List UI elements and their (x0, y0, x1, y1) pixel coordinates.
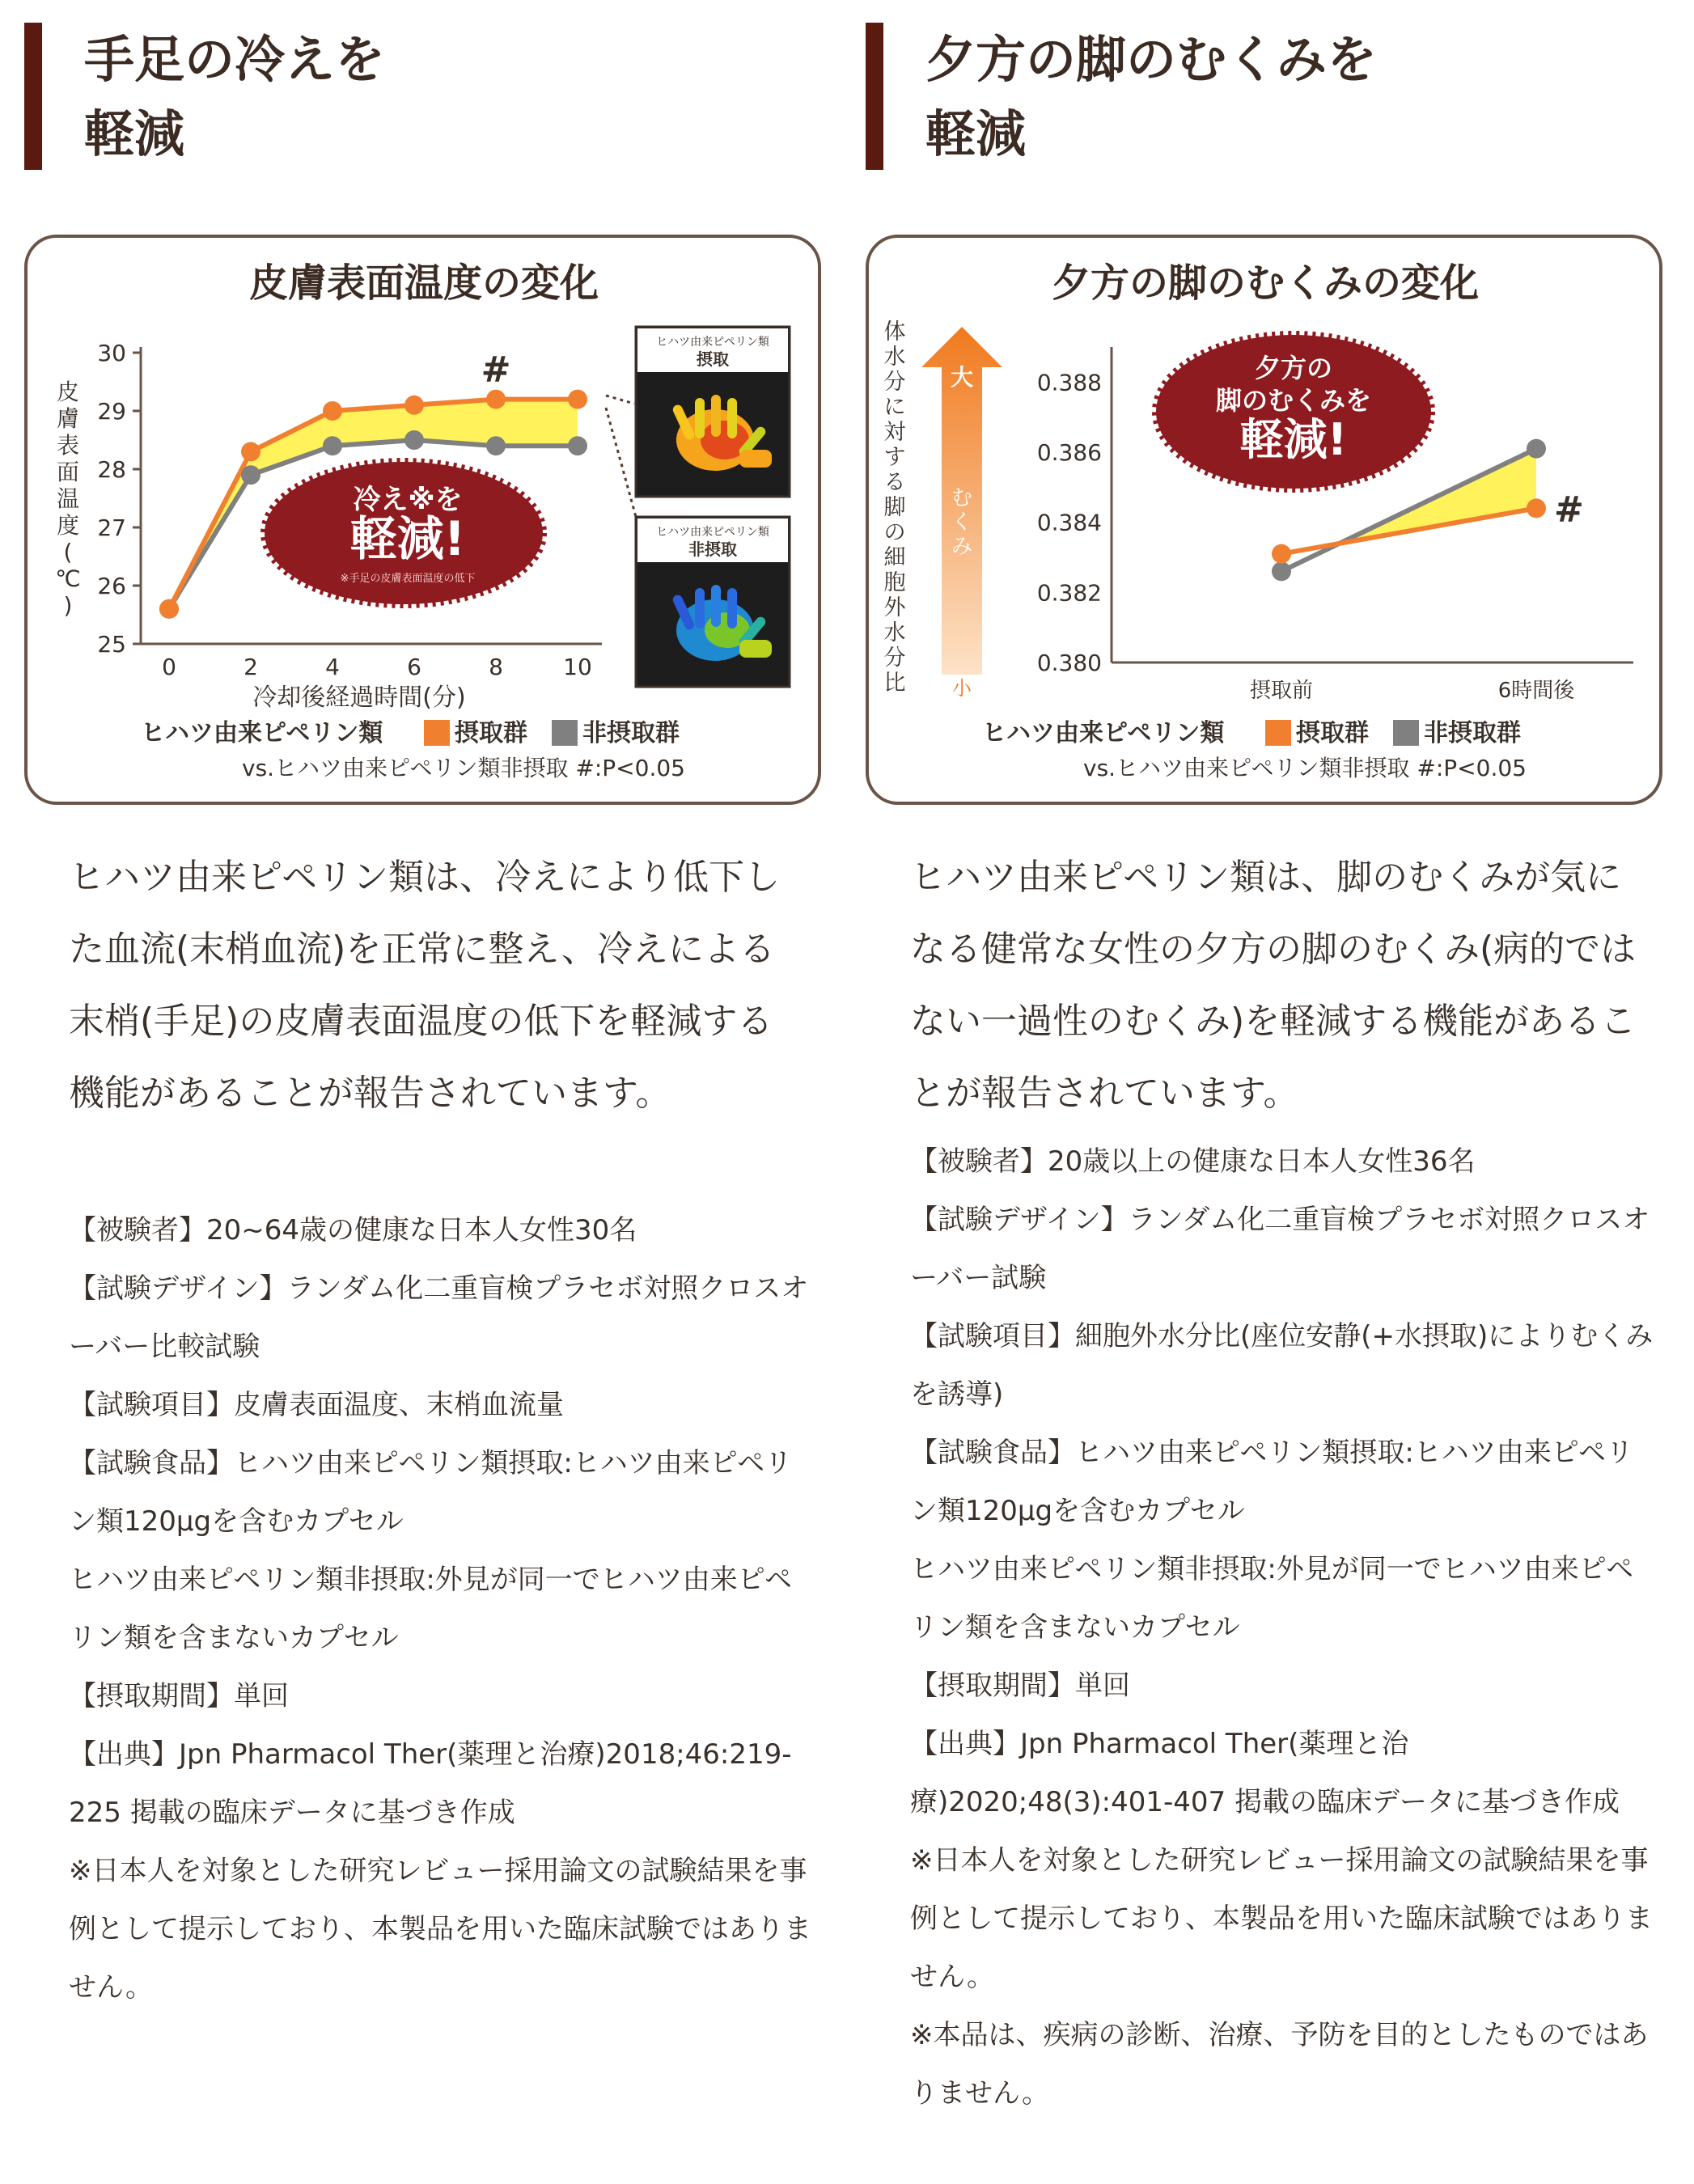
x-axis-label: 冷却後経過時間(分) (252, 684, 466, 712)
y-axis-label-char: る (883, 470, 906, 495)
reduction-badge (265, 462, 543, 604)
y-tick-label: 0.388 (1036, 369, 1102, 396)
right-details (910, 1132, 1658, 2123)
x-tick-label: 4 (325, 654, 340, 680)
y-axis-label-char: 温 (56, 485, 80, 512)
badge-line1: 夕方の (1254, 353, 1333, 383)
intake-point (486, 390, 506, 409)
y-axis-label-char: の (883, 520, 906, 545)
intake-point (159, 599, 179, 619)
detail-subjects: 【被験者】20歳以上の健康な日本人女性36名 (910, 1145, 1476, 1178)
right-chart-card (866, 235, 1662, 805)
y-tick-label: 30 (97, 340, 126, 366)
x-tick-label: 摂取前 (1249, 679, 1314, 703)
y-axis-label-char: 細 (883, 545, 906, 570)
arrow-middle-label (951, 486, 972, 559)
chart-title: 皮膚表面温度の変化 (248, 260, 599, 306)
y-axis-label-char: ) (63, 592, 73, 619)
right-description: ヒハツ由来ピペリン類は、脚のむくみが気になる健常な女性の夕方の脚のむくみ(病的ではない一過性のむくみ)を軽減する機能があることが報告されています。 (910, 857, 1637, 1114)
y-tick-label: 0.384 (1036, 509, 1102, 536)
legend-intake-swatch (424, 720, 450, 746)
y-tick-label: 26 (97, 573, 126, 599)
y-axis-label-char: 表 (56, 432, 80, 459)
arrow-middle-char: み (951, 535, 973, 559)
detail-period: 【摂取期間】単回 (910, 1670, 1130, 1702)
detail-placebo: ヒハツ由来ピペリン類非摂取:外見が同一でヒハツ由来ピペリン類を含まないカプセル (910, 1553, 1634, 1644)
arrow-top-label: 大 (950, 364, 974, 391)
legend-label: ヒハツ由来ピペリン類 (982, 719, 1225, 747)
intake-point (1272, 544, 1291, 564)
y-axis-label-char: 胞 (883, 570, 906, 595)
detail-items: 【試験項目】細胞外水分比(座位安静(+水摂取)によりむくみを誘導) (910, 1320, 1654, 1411)
significance-mark: # (1554, 489, 1584, 531)
y-axis-label-char: 脚 (883, 495, 906, 520)
detail-source: 【出典】Jpn Pharmacol Ther(薬理と治療)2020;48(3):401-407 掲載の臨床データに基づき作成 (910, 1728, 1620, 1818)
thermo-intake-label: ヒハツ由来ピペリン類 (656, 336, 769, 349)
detail-subjects: 【被験者】20~64歳の健康な日本人女性30名 (69, 1214, 637, 1246)
footnote: vs.ヒハツ由来ピペリン類非摂取 #:P<0.05 (1083, 755, 1527, 781)
y-tick-label: 29 (97, 398, 126, 425)
legend-intake-swatch (1265, 720, 1291, 746)
left-heading-line1: 手足の冷えを (84, 30, 386, 89)
y-axis-label-char: ℃ (55, 565, 81, 592)
intake-point (1527, 498, 1546, 518)
badge-line3: 軽減! (1239, 414, 1348, 465)
legend-non-intake: 非摂取群 (582, 719, 680, 747)
x-tick-label: 6 (407, 654, 421, 680)
non-intake-point (404, 430, 424, 450)
x-tick-label: 0 (162, 654, 176, 680)
badge-line1: 冷え※を (353, 484, 463, 516)
skin-temperature-chart (28, 238, 818, 802)
significance-mark: # (481, 349, 511, 391)
intake-point (241, 442, 260, 461)
non-intake-point (323, 436, 342, 455)
x-tick-label: 10 (563, 654, 592, 680)
y-axis-label-char: 体 (883, 320, 906, 345)
detail-note: ※日本人を対象とした研究レビュー採用論文の試験結果を事例として提示しており、本製品を用いた臨床試験ではありません。 (910, 1844, 1653, 1993)
right-heading-line2: 軽減 (925, 104, 1027, 163)
y-tick-label: 27 (97, 514, 126, 541)
y-tick-label: 28 (97, 456, 126, 483)
y-tick-label: 0.380 (1036, 650, 1102, 676)
non-intake-point (1527, 439, 1546, 459)
detail-items: 【試験項目】皮膚表面温度、末梢血流量 (69, 1389, 564, 1421)
intake-point (568, 390, 587, 409)
badge-note: ※手足の皮膚表面温度の低下 (340, 573, 476, 585)
y-axis-label-char: に (883, 395, 906, 420)
legend (982, 719, 1521, 747)
legend-non-intake-swatch (1393, 720, 1419, 746)
x-tick-label: 2 (244, 654, 258, 680)
y-axis-label-char: 皮 (56, 379, 80, 405)
detail-design: 【試験デザイン】ランダム化二重盲検プラセボ対照クロスオーバー試験 (910, 1204, 1650, 1294)
swelling-arrow (921, 327, 1002, 700)
left-heading-line2: 軽減 (84, 104, 185, 163)
chart-title: 夕方の脚のむくみの変化 (1051, 260, 1480, 306)
thermo-intake-panel (606, 327, 790, 497)
arrow-middle-char: む (951, 486, 973, 510)
arrow-middle-char: く (951, 510, 973, 535)
badge-line2: 軽減! (349, 511, 466, 566)
y-axis-label-char: 膚 (56, 405, 80, 432)
legend (141, 719, 680, 747)
x-tick-label: 8 (489, 654, 503, 680)
y-axis-label-char: 水 (883, 345, 906, 370)
y-axis-label-char: ( (63, 539, 73, 565)
y-axis-label-char: 比 (883, 671, 906, 696)
y-tick-label: 0.382 (1036, 579, 1102, 607)
reduction-badge (1156, 335, 1431, 489)
legend-intake: 摂取群 (1296, 719, 1369, 747)
right-heading (866, 23, 1658, 170)
detail-placebo: ヒハツ由来ピペリン類非摂取:外見が同一でヒハツ由来ピペリン類を含まないカプセル (69, 1564, 793, 1654)
legend-non-intake-swatch (552, 720, 578, 746)
left-heading (24, 23, 817, 170)
y-axis-label-char: す (883, 445, 906, 470)
detail-design: 【試験デザイン】ランダム化二重盲検プラセボ対照クロスオーバー比較試験 (69, 1272, 809, 1363)
non-intake-point (241, 465, 260, 485)
y-axis-label (884, 320, 907, 696)
legend-intake: 摂取群 (455, 719, 527, 747)
non-intake-point (486, 436, 506, 455)
badge-line2: 脚のむくみを (1215, 385, 1372, 416)
intake-point (323, 401, 342, 421)
thermo-intake-sub: 摂取 (697, 349, 729, 369)
y-axis-label-char: 度 (56, 512, 80, 539)
detail-source: 【出典】Jpn Pharmacol Ther(薬理と治療)2018;46:219-225 掲載の臨床データに基づき作成 (69, 1738, 792, 1829)
detail-food: 【試験食品】ヒハツ由来ピペリン類摂取:ヒハツ由来ピペリン類120μgを含むカプセル (910, 1437, 1634, 1527)
y-axis-label-char: 外 (883, 595, 906, 620)
arrow-bottom-label: 小 (952, 677, 972, 700)
x-tick-label: 6時間後 (1497, 679, 1575, 703)
intake-point (404, 396, 424, 415)
leg-swelling-chart (869, 238, 1659, 802)
detail-disclaimer: ※本品は、疾病の診断、治療、予防を目的としたものではありません。 (910, 2019, 1649, 2110)
y-axis-label-char: 面 (56, 459, 80, 485)
y-axis-label-char: 対 (883, 420, 906, 445)
detail-food: 【試験食品】ヒハツ由来ピペリン類摂取:ヒハツ由来ピペリン類120μgを含むカプセル (69, 1447, 793, 1538)
non-intake-point (1272, 561, 1291, 581)
left-details (69, 1201, 817, 2017)
y-axis-label (55, 379, 80, 619)
y-axis-label-char: 水 (883, 620, 906, 645)
detail-period: 【摂取期間】単回 (69, 1680, 289, 1712)
legend-non-intake: 非摂取群 (1424, 719, 1521, 747)
legend-label: ヒハツ由来ピペリン類 (141, 719, 383, 747)
left-description: ヒハツ由来ピペリン類は、冷えにより低下した血流(末梢血流)を正常に整え、冷えによる末梢(手足)の皮膚表面温度の低下を軽減する機能があることが報告されています。 (69, 857, 781, 1114)
left-chart-card (24, 235, 821, 805)
detail-note: ※日本人を対象とした研究レビュー採用論文の試験結果を事例として提示しており、本製品を用いた臨床試験ではありません。 (69, 1855, 811, 2004)
right-heading-line1: 夕方の脚のむくみを (925, 30, 1378, 89)
thermo-non-intake-label: ヒハツ由来ピペリン類 (656, 526, 769, 539)
y-tick-label: 0.386 (1036, 439, 1102, 466)
y-axis-label-char: 分 (883, 645, 906, 671)
y-axis-label-char: 分 (883, 370, 906, 395)
non-intake-point (568, 436, 587, 455)
thermo-non-intake-sub: 非摂取 (688, 540, 737, 559)
y-tick-label: 25 (97, 631, 126, 658)
footnote: vs.ヒハツ由来ピペリン類非摂取 #:P<0.05 (242, 755, 685, 781)
